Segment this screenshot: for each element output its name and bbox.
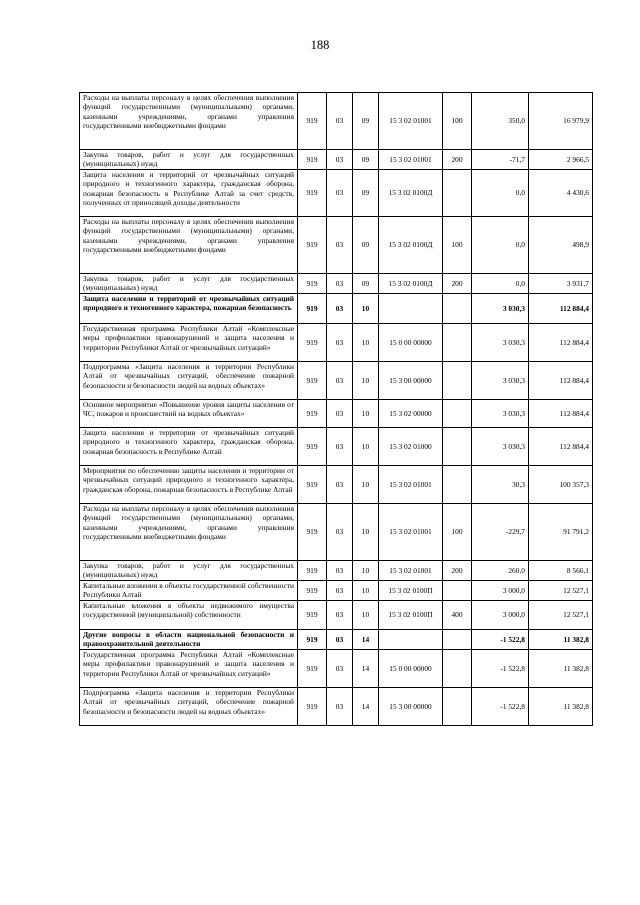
table-body xyxy=(80,93,593,726)
subsection-code: 09 xyxy=(353,150,379,170)
row-description: Закупка товаров, работ и услуг для государственных (муниципальных) нужд xyxy=(80,150,298,170)
section-code: 03 xyxy=(327,688,353,726)
section-code: 03 xyxy=(327,400,353,428)
expense-type-code: 200 xyxy=(443,150,472,170)
section-code: 03 xyxy=(327,504,353,561)
change-amount: 30,3 xyxy=(472,466,529,504)
table-row xyxy=(80,400,593,428)
section-code: 03 xyxy=(327,170,353,217)
budget-table xyxy=(79,92,593,726)
row-description: Другие вопросы в области национальной безопасности и правоохранительной деятельности xyxy=(80,630,298,650)
section-code: 03 xyxy=(327,601,353,630)
target-article-code: 15 3 02 01000 xyxy=(379,428,443,466)
table-row xyxy=(80,93,593,150)
subsection-code: 10 xyxy=(353,601,379,630)
row-description: Расходы на выплаты персоналу в целях обеспечения выполнения функций государственными (муниципальными) органами, казенными учреждениями, органами управления государственными внебюджетными фондами xyxy=(80,93,298,150)
ved-code: 919 xyxy=(298,294,327,324)
target-article-code: 15 3 02 00000 xyxy=(379,400,443,428)
change-amount: -229,7 xyxy=(472,504,529,561)
total-amount: 12 527,1 xyxy=(529,601,593,630)
table-row xyxy=(80,688,593,726)
row-description: Защита населения и территорий от чрезвычайных ситуаций природного и техногенного характера, пожарная безопасность xyxy=(80,294,298,324)
target-article-code: 15 3 00 00000 xyxy=(379,688,443,726)
total-amount: 112 884,4 xyxy=(529,400,593,428)
ved-code: 919 xyxy=(298,150,327,170)
page-number: 188 xyxy=(310,38,330,52)
ved-code: 919 xyxy=(298,581,327,601)
row-description: Защита населения и территорий от чрезвычайных ситуаций природного и техногенного характера, гражданская оборона, пожарная безопасность в Республике Алтай за счет средств, полученных от приносящей доходы деятельности xyxy=(80,170,298,217)
subsection-code: 10 xyxy=(353,466,379,504)
subsection-code: 10 xyxy=(353,400,379,428)
table-row xyxy=(80,294,593,324)
change-amount: -1 522,8 xyxy=(472,630,529,650)
ved-code: 919 xyxy=(298,601,327,630)
table-row xyxy=(80,466,593,504)
table-row xyxy=(80,274,593,294)
table-row xyxy=(80,630,593,650)
total-amount: 112 884,4 xyxy=(529,324,593,362)
expense-type-code xyxy=(443,294,472,324)
row-description: Закупка товаров, работ и услуг для государственных (муниципальных) нужд xyxy=(80,274,298,294)
row-description: Расходы на выплаты персоналу в целях обеспечения выполнения функций государственными (муниципальными) органами, казенными учреждениями, органами управления государственными внебюджетными фондами xyxy=(80,217,298,274)
target-article-code: 15 3 02 01001 xyxy=(379,466,443,504)
section-code: 03 xyxy=(327,650,353,688)
table-row xyxy=(80,650,593,688)
target-article-code: 15 3 00 00000 xyxy=(379,362,443,400)
total-amount: 498,9 xyxy=(529,217,593,274)
table-row xyxy=(80,581,593,601)
target-article-code xyxy=(379,630,443,650)
total-amount: 112 884,4 xyxy=(529,362,593,400)
subsection-code: 10 xyxy=(353,561,379,581)
change-amount: 350,0 xyxy=(472,93,529,150)
table-row xyxy=(80,601,593,630)
subsection-code: 10 xyxy=(353,581,379,601)
ved-code: 919 xyxy=(298,274,327,294)
row-description: Основное мероприятие «Повышение уровня защиты населения от ЧС, пожаров и происшествий на водных объектах» xyxy=(80,400,298,428)
row-description: Государственная программа Республики Алтай «Комплексные меры профилактики правонарушений и защита населения и территории Республики Алтай от чрезвычайных ситуаций» xyxy=(80,324,298,362)
change-amount: 3 030,3 xyxy=(472,362,529,400)
expense-type-code xyxy=(443,688,472,726)
total-amount: 16 979,9 xyxy=(529,93,593,150)
subsection-code: 09 xyxy=(353,170,379,217)
table-row xyxy=(80,170,593,217)
ved-code: 919 xyxy=(298,466,327,504)
target-article-code: 15 3 02 0100П xyxy=(379,601,443,630)
ved-code: 919 xyxy=(298,217,327,274)
expense-type-code: 100 xyxy=(443,217,472,274)
expense-type-code xyxy=(443,400,472,428)
subsection-code: 10 xyxy=(353,504,379,561)
ved-code: 919 xyxy=(298,93,327,150)
total-amount: 11 382,8 xyxy=(529,650,593,688)
row-description: Защита населения и территории от чрезвычайных ситуаций природного и техногенного характера, гражданская оборона, пожарная безопасность в Республике Алтай xyxy=(80,428,298,466)
table-row xyxy=(80,504,593,561)
expense-type-code xyxy=(443,650,472,688)
change-amount: -1 522,8 xyxy=(472,688,529,726)
row-description: Расходы на выплаты персоналу в целях обеспечения выполнения функций государственными (муниципальными) органами, казенными учреждениями, органами управления государственными внебюджетными фондами xyxy=(80,504,298,561)
row-description: Подпрограмма «Защита населения и территории Республики Алтай от чрезвычайных ситуаций, обеспечение пожарной безопасности и безопасности людей на водных объектах» xyxy=(80,688,298,726)
expense-type-code: 100 xyxy=(443,93,472,150)
section-code: 03 xyxy=(327,561,353,581)
ved-code: 919 xyxy=(298,400,327,428)
ved-code: 919 xyxy=(298,561,327,581)
row-description: Закупка товаров, работ и услуг для государственных (муниципальных) нужд xyxy=(80,561,298,581)
target-article-code: 15 3 02 01001 xyxy=(379,93,443,150)
expense-type-code xyxy=(443,581,472,601)
section-code: 03 xyxy=(327,630,353,650)
section-code: 03 xyxy=(327,324,353,362)
row-description: Государственная программа Республики Алтай «Комплексные меры профилактики правонарушений и защита населения и территории Республики Алтай от чрезвычайных ситуаций» xyxy=(80,650,298,688)
ved-code: 919 xyxy=(298,170,327,217)
ved-code: 919 xyxy=(298,428,327,466)
change-amount: 3 030,3 xyxy=(472,324,529,362)
target-article-code xyxy=(379,294,443,324)
expense-type-code: 200 xyxy=(443,561,472,581)
subsection-code: 09 xyxy=(353,274,379,294)
target-article-code: 15 3 02 0100Д xyxy=(379,274,443,294)
section-code: 03 xyxy=(327,466,353,504)
subsection-code: 14 xyxy=(353,650,379,688)
total-amount: 3 931,7 xyxy=(529,274,593,294)
ved-code: 919 xyxy=(298,688,327,726)
target-article-code: 15 3 02 01001 xyxy=(379,504,443,561)
section-code: 03 xyxy=(327,217,353,274)
subsection-code: 10 xyxy=(353,362,379,400)
table-row xyxy=(80,150,593,170)
change-amount: 3 030,3 xyxy=(472,294,529,324)
expense-type-code xyxy=(443,630,472,650)
ved-code: 919 xyxy=(298,324,327,362)
ved-code: 919 xyxy=(298,362,327,400)
section-code: 03 xyxy=(327,274,353,294)
target-article-code: 15 3 02 0100Д xyxy=(379,170,443,217)
table-row xyxy=(80,561,593,581)
expense-type-code xyxy=(443,428,472,466)
total-amount: 12 527,1 xyxy=(529,581,593,601)
total-amount: 11 382,8 xyxy=(529,688,593,726)
expense-type-code xyxy=(443,466,472,504)
subsection-code: 10 xyxy=(353,428,379,466)
change-amount: 0,0 xyxy=(472,274,529,294)
total-amount: 112 884,4 xyxy=(529,428,593,466)
total-amount: 11 382,8 xyxy=(529,630,593,650)
row-description: Мероприятия по обеспечению защиты населения и территории от чрезвычайных ситуаций природного и техногенного характера, гражданская оборона, пожарная безопасность в Республике Алтай xyxy=(80,466,298,504)
expense-type-code: 100 xyxy=(443,504,472,561)
change-amount: 0,0 xyxy=(472,170,529,217)
target-article-code: 15 3 02 01001 xyxy=(379,150,443,170)
total-amount: 100 357,3 xyxy=(529,466,593,504)
target-article-code: 15 3 02 0100П xyxy=(379,581,443,601)
table-row xyxy=(80,217,593,274)
change-amount: -71,7 xyxy=(472,150,529,170)
row-description: Подпрограмма «Защита населения и территории Республики Алтай от чрезвычайных ситуаций, обеспечение пожарной безопасности и безопасности людей на водных объектах» xyxy=(80,362,298,400)
total-amount: 8 566,1 xyxy=(529,561,593,581)
expense-type-code xyxy=(443,362,472,400)
subsection-code: 09 xyxy=(353,93,379,150)
change-amount: 3 000,0 xyxy=(472,601,529,630)
section-code: 03 xyxy=(327,581,353,601)
change-amount: 3 030,3 xyxy=(472,400,529,428)
change-amount: 0,0 xyxy=(472,217,529,274)
total-amount: 2 966,5 xyxy=(529,150,593,170)
change-amount: -1 522,8 xyxy=(472,650,529,688)
expense-type-code: 200 xyxy=(443,274,472,294)
total-amount: 4 430,6 xyxy=(529,170,593,217)
expense-type-code: 400 xyxy=(443,601,472,630)
table-row xyxy=(80,324,593,362)
subsection-code: 09 xyxy=(353,217,379,274)
expense-type-code xyxy=(443,170,472,217)
row-description: Капитальные вложения в объекты государственной собственности Республики Алтай xyxy=(80,581,298,601)
total-amount: 91 791,2 xyxy=(529,504,593,561)
row-description: Капитальные вложения в объекты недвижимого имущества государственной (муниципальной) собственности xyxy=(80,601,298,630)
total-amount: 112 884,4 xyxy=(529,294,593,324)
subsection-code: 10 xyxy=(353,324,379,362)
table-row xyxy=(80,428,593,466)
change-amount: 3 000,0 xyxy=(472,581,529,601)
target-article-code: 15 0 00 00000 xyxy=(379,650,443,688)
table-row xyxy=(80,362,593,400)
section-code: 03 xyxy=(327,294,353,324)
target-article-code: 15 0 00 00000 xyxy=(379,324,443,362)
section-code: 03 xyxy=(327,150,353,170)
ved-code: 919 xyxy=(298,504,327,561)
target-article-code: 15 3 02 01001 xyxy=(379,561,443,581)
subsection-code: 14 xyxy=(353,630,379,650)
section-code: 03 xyxy=(327,362,353,400)
target-article-code: 15 3 02 0100Д xyxy=(379,217,443,274)
change-amount: 260,0 xyxy=(472,561,529,581)
section-code: 03 xyxy=(327,428,353,466)
expense-type-code xyxy=(443,324,472,362)
ved-code: 919 xyxy=(298,650,327,688)
subsection-code: 10 xyxy=(353,294,379,324)
change-amount: 3 030,3 xyxy=(472,428,529,466)
section-code: 03 xyxy=(327,93,353,150)
ved-code: 919 xyxy=(298,630,327,650)
subsection-code: 14 xyxy=(353,688,379,726)
